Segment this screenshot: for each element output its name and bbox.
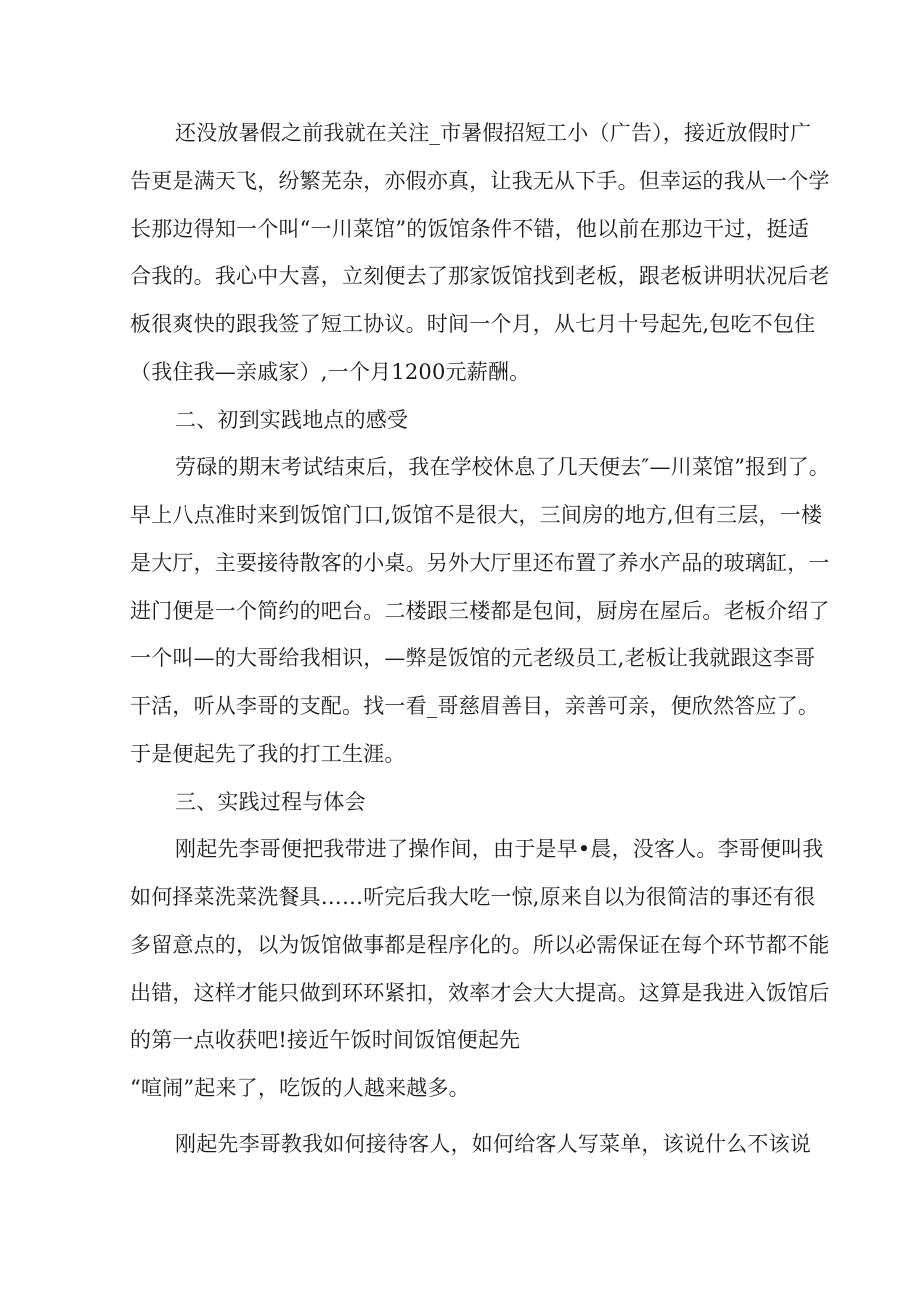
paragraph-2-line-4: 进门便是一个简约的吧台。二楼跟三楼都是包间，厨房在屋后。老板介绍了	[130, 599, 830, 623]
paragraph-3-line-4: 出错，这样才能只做到环环紧扣，效率才会大大提高。这算是我进入饭馆后	[130, 981, 830, 1005]
paragraph-3-line-2: 如何择菜洗菜洗餐具……听完后我大吃一惊,原来自以为很简洁的事还有很	[130, 885, 816, 909]
paragraph-1-line-5: 板很爽快的跟我签了短工协议。时间一个月，从七月十号起先,包吃不包住	[130, 312, 816, 336]
paragraph-1-line-1: 还没放暑假之前我就在关注_市暑假招短工小（广告），接近放假时广	[175, 121, 812, 145]
paragraph-2-line-7: 于是便起先了我的打工生涯。	[130, 742, 406, 766]
paragraph-1-line-2: 告更是满天飞，纷繁芜杂，亦假亦真，让我无从下手。但幸运的我从一个学	[130, 169, 830, 193]
paragraph-3-line-6: “喧闹”起来了，吃饭的人越来越多。	[130, 1076, 470, 1100]
section-heading-3: 三、实践过程与体会	[175, 790, 366, 814]
paragraph-2-line-3: 是大厅，主要接待散客的小桌。另外大厅里还布置了养水产品的玻璃缸，一	[130, 551, 830, 575]
paragraph-2-line-5: 一个叫—的大哥给我相识，—弊是饭馆的元老级员工,老板让我就跟这李哥	[130, 646, 816, 670]
paragraph-3-line-3: 多留意点的，以为饭馆做事都是程序化的。所以必需保证在每个环节都不能	[130, 933, 830, 957]
paragraph-2-line-1: 劳碌的期末考试结束后，我在学校休息了几天便去″—川菜馆”报到了。	[175, 455, 830, 479]
paragraph-3-line-1: 刚起先李哥便把我带进了操作间，由于是早•晨，没客人。李哥便叫我	[175, 837, 824, 861]
section-heading-2: 二、初到实践地点的感受	[175, 408, 409, 432]
paragraph-1-line-3: 长那边得知一个叫“一川菜馆”的饭馆条件不错，他以前在那边干过，挺适	[130, 217, 810, 241]
paragraph-2-line-6: 干活，听从李哥的支配。找一看_哥慈眉善目，亲善可亲，便欣然答应了。	[130, 694, 820, 718]
paragraph-4-line-1: 刚起先李哥教我如何接待客人，如何给客人写菜单，该说什么不该说	[175, 1132, 811, 1156]
paragraph-1-line-6: （我住我—亲戚家）,一个月1200元薪酬。	[130, 360, 531, 384]
paragraph-1-line-4: 合我的。我心中大喜，立刻便去了那家饭馆找到老板，跟老板讲明状况后老	[130, 264, 830, 288]
paragraph-2-line-2: 早上八点准时来到饭馆门口,饭馆不是很大，三间房的地方,但有三层，一楼	[130, 503, 823, 527]
paragraph-3-line-5: 的第一点收获吧!接近午饭时间饭馆便起先	[130, 1028, 521, 1052]
